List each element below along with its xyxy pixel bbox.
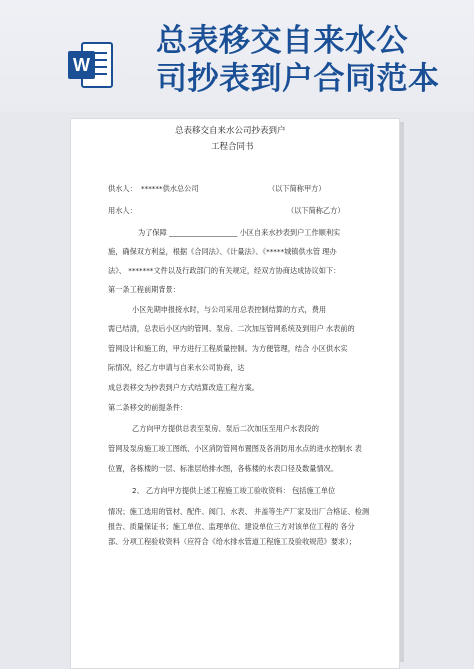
document-page	[70, 118, 400, 669]
section-heading: 第一条工程前期背景：	[108, 285, 180, 294]
party-a-label: 供水人：	[108, 184, 137, 193]
body-line: 法》、 *******文件以及行政部门的有关规定，经双方协商达成协议如下：	[108, 266, 341, 275]
body-line: 成总表移交为抄表到户方式结算改造工程方案。	[108, 383, 259, 392]
body-line: 部、分项工程验收资料（应符合《给水排水管道工程施工及验收规范》要求）；	[108, 537, 356, 546]
body-line: 位置，各栋楼的一层、标准层给排水图，各栋楼的水表口径及数量情况。	[108, 464, 339, 473]
body-line: 乙方向甲方提供总表至泵房、泵后二次加压至用户水表段的	[132, 424, 319, 433]
body-line: 需已结清，总表后小区内的管网、泵房、二次加压管网系统及到用户 水表前的	[108, 324, 355, 333]
banner-title-line2: 司抄表到户合同范本	[156, 61, 440, 97]
body-line: 际情况，经乙方申请与自来水公司协商，达	[108, 363, 245, 372]
body-line: 2、 乙方向甲方提供上述工程施工竣工验收资料： 包括施工单位	[132, 486, 336, 495]
word-logo-letter: W	[73, 55, 90, 75]
body-line: 小区先期申报接水时，与公司采用总表控制结算的方式，费用	[132, 305, 327, 314]
body-line: 管网及泵房施工竣工图纸、小区消防管网布置图及各消防用水点的进水控制水 表	[108, 444, 362, 453]
body-line: 情况；施工选用的管材、配件、阀门、水表、 井盖等生产厂家及出厂合格证、检测	[108, 507, 370, 516]
document-title-line1: 总表移交自来水公司抄表到户	[175, 126, 286, 136]
section-heading: 第二条移交的前提条件：	[108, 403, 188, 412]
party-a-value: ******供水总公司	[141, 184, 199, 193]
word-document-icon	[68, 40, 114, 90]
banner-title-line1: 总表移交自来水公	[156, 23, 408, 59]
party-b-alias: （以下简称乙方）	[287, 206, 345, 215]
party-b-label: 用水人：	[108, 206, 137, 215]
body-line: 报告、质量保证书；施工单位、监理单位、建设单位三方对该单位工程的 各分	[108, 522, 355, 531]
banner-title	[156, 22, 456, 98]
document-title-line2: 工程合同书	[211, 142, 254, 152]
body-line: 施，确保双方利益，根据《合同法》、《计量法》、《*****城镇供水管 理办	[108, 247, 337, 256]
body-line: 为了保障 ___________________ 小区自来水抄表到户工作顺利实	[138, 228, 341, 237]
party-a-alias: （以下简称甲方）	[268, 184, 326, 193]
body-line: 管网设计和施工的，甲方进行工程质量控制。为方便管理，结合 小区供水实	[108, 344, 348, 353]
